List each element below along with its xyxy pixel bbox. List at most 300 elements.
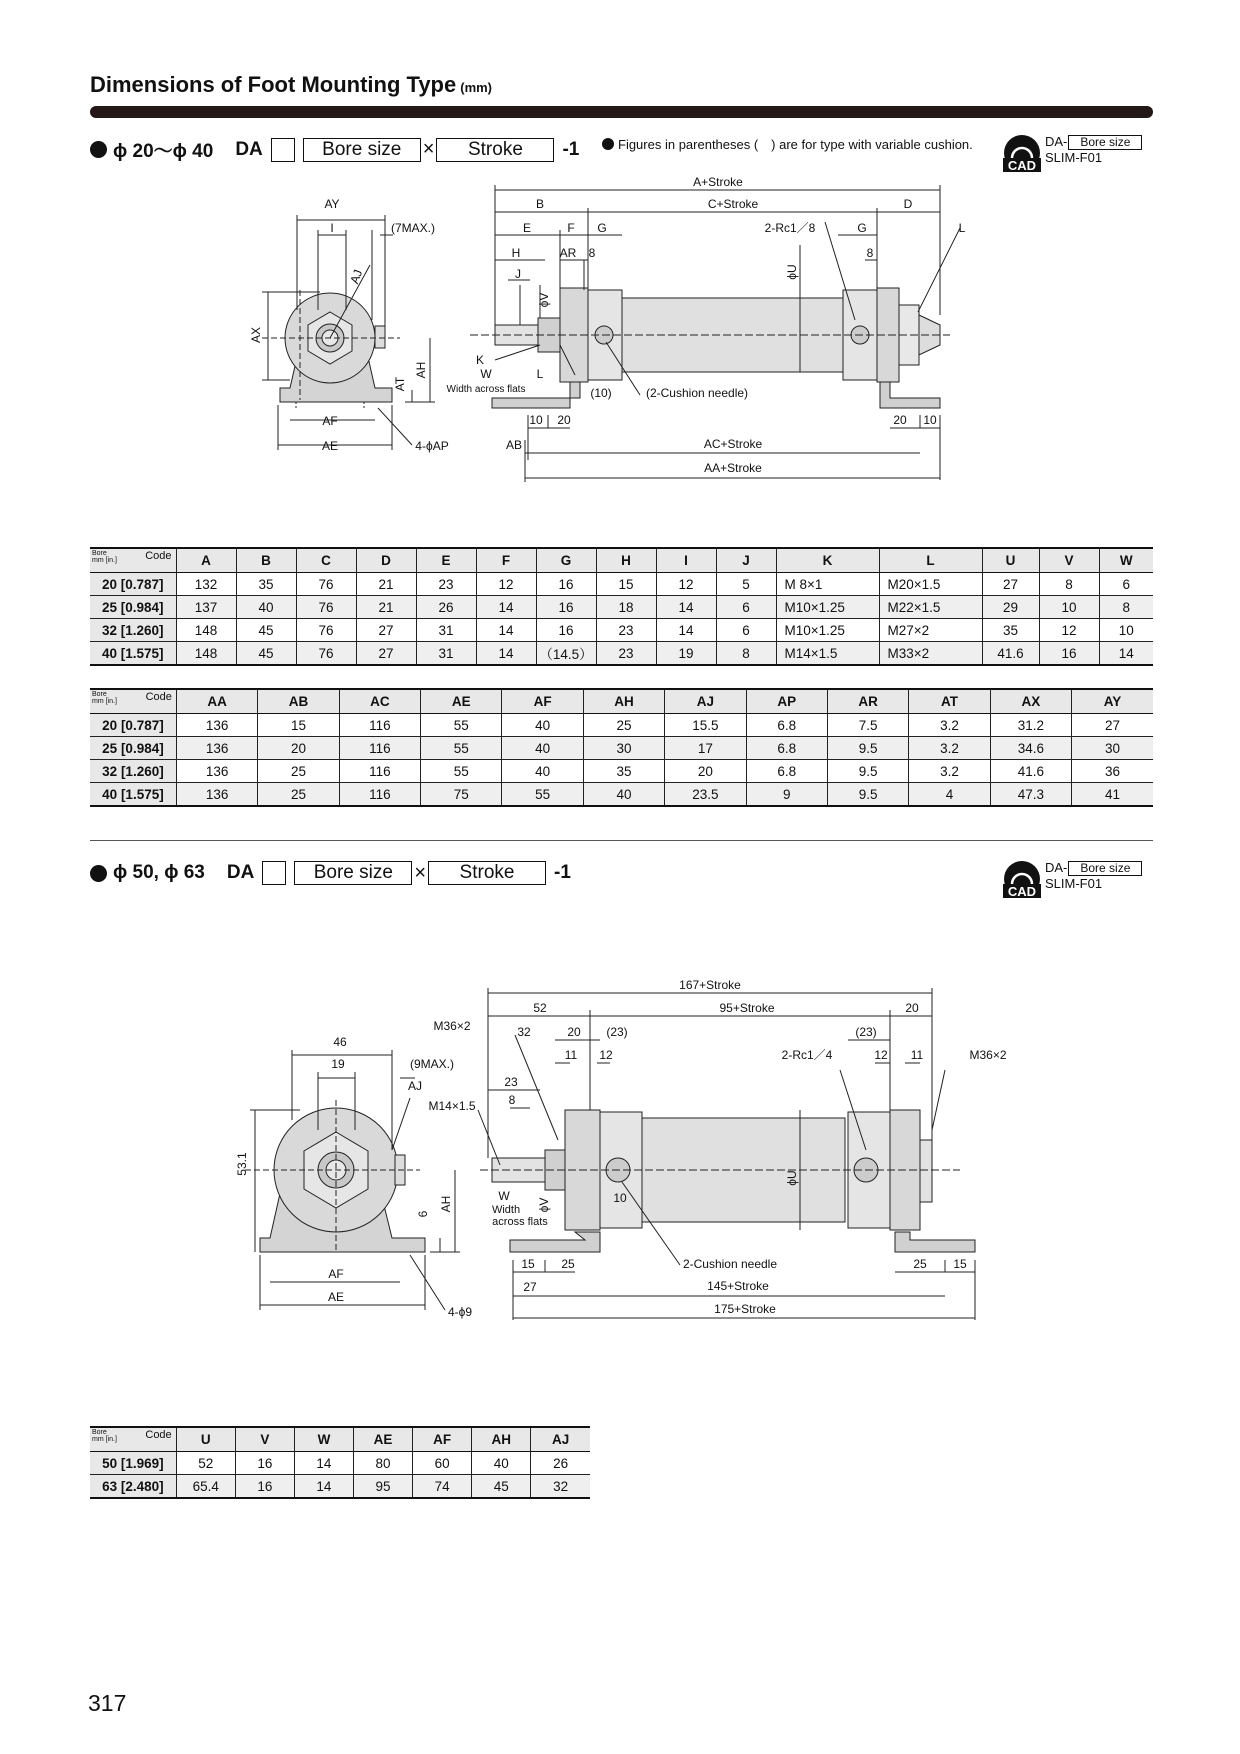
t1-h-D: D [356, 548, 416, 573]
series1-suffix: -1 [562, 138, 580, 160]
t1-h-I: I [656, 548, 716, 573]
value-cell: 30 [1072, 737, 1153, 760]
dim-cushion-needle: (2-Cushion needle) [645, 386, 749, 400]
value-cell: 21 [356, 596, 416, 619]
t3-h-W: W [294, 1427, 353, 1452]
drawing2-foot-mount-50-63 [0, 960, 1240, 1350]
value-cell: 12 [656, 573, 716, 596]
t2-h-AR: AR [827, 689, 908, 714]
value-cell: M27×2 [879, 619, 982, 642]
table-row [90, 596, 1153, 619]
value-cell: 30 [583, 737, 664, 760]
dim-width: Width [491, 1204, 521, 1216]
corner-code: Code [145, 1429, 172, 1441]
value-cell: 14 [656, 596, 716, 619]
value-cell: 29 [982, 596, 1039, 619]
dim-AB: AB [505, 438, 523, 452]
value-cell: 116 [339, 714, 420, 737]
value-cell: 55 [421, 714, 502, 737]
bore-size-cell: 20 [0.787] [90, 714, 176, 737]
dim-AJ2: AJ [407, 1079, 423, 1093]
value-cell: 16 [536, 573, 596, 596]
value-cell: 32 [531, 1475, 590, 1499]
table3-dimensions [90, 1426, 590, 1499]
value-cell: 15 [596, 573, 656, 596]
table2-corner [90, 689, 176, 714]
dim-AC-stroke: AC+Stroke [703, 437, 763, 451]
table-row [90, 573, 1153, 596]
dim-L-top: L [958, 221, 966, 235]
dim-AH: AH [414, 361, 428, 379]
table-row [90, 714, 1153, 737]
dim-C-stroke: C+Stroke [707, 197, 759, 211]
title-unit: (mm) [460, 80, 493, 95]
value-cell: 15.5 [665, 714, 746, 737]
cad-code: SLIM-F01 [1045, 150, 1103, 165]
dim-D: D [903, 197, 913, 211]
value-cell: 40 [502, 760, 583, 783]
note-text: Figures in parentheses ( ) are for type with variable cushion. [618, 137, 973, 152]
t1-h-A: A [176, 548, 236, 573]
value-cell: 9.5 [827, 760, 908, 783]
value-cell: 6.8 [746, 714, 827, 737]
dim-10-paren: (10) [590, 386, 612, 400]
value-cell: M10×1.25 [776, 619, 879, 642]
t1-h-K: K [776, 548, 879, 573]
value-cell: 45 [472, 1475, 531, 1499]
value-cell: 31 [416, 642, 476, 666]
dim-8-left: 8 [588, 246, 596, 260]
value-cell: 35 [982, 619, 1039, 642]
dim-4-phi9: 4-ϕ9 [447, 1305, 473, 1319]
value-cell: 16 [536, 596, 596, 619]
value-cell: M20×1.5 [879, 573, 982, 596]
value-cell: 23 [416, 573, 476, 596]
t1-h-V: V [1039, 548, 1099, 573]
value-cell: 95 [354, 1475, 413, 1499]
t3-h-U: U [176, 1427, 235, 1452]
value-cell: 5 [716, 573, 776, 596]
value-cell: 116 [339, 783, 420, 807]
value-cell: 55 [421, 760, 502, 783]
bore-size-cell: 32 [1.260] [90, 760, 176, 783]
value-cell: 75 [421, 783, 502, 807]
value-cell: 27 [356, 642, 416, 666]
table-row [90, 1452, 590, 1475]
dim-20-top: 20 [905, 1001, 919, 1015]
table2-dimensions [90, 688, 1153, 807]
dim-15-left: 15 [521, 1257, 535, 1271]
dim-8: 8 [508, 1093, 516, 1107]
bore-size-cell: 40 [1.575] [90, 642, 176, 666]
value-cell: 19 [656, 642, 716, 666]
t1-h-U: U [982, 548, 1039, 573]
bullet-icon [90, 865, 107, 882]
dim-phi-V: ϕV [537, 292, 551, 308]
t1-h-C: C [296, 548, 356, 573]
table3-corner [90, 1427, 176, 1452]
value-cell: M 8×1 [776, 573, 879, 596]
bore-size-cell: 32 [1.260] [90, 619, 176, 642]
value-cell: M14×1.5 [776, 642, 879, 666]
dim-25-right: 25 [913, 1257, 927, 1271]
dim-95-stroke: 95+Stroke [719, 1001, 775, 1015]
dim-AF: AF [322, 414, 338, 428]
value-cell: 31 [416, 619, 476, 642]
dim-M36-right: M36×2 [969, 1048, 1007, 1062]
series2-model: DA [226, 862, 255, 883]
t3-h-AJ: AJ [531, 1427, 590, 1452]
table-row [90, 642, 1153, 666]
dim-F: F [567, 221, 575, 235]
series1-range: ϕ 20〜ϕ 40 [113, 141, 214, 162]
value-cell: 74 [413, 1475, 472, 1499]
value-cell: 52 [176, 1452, 235, 1475]
value-cell: 41 [1072, 783, 1153, 807]
value-cell: 14 [656, 619, 716, 642]
dim-AE2: AE [327, 1290, 345, 1304]
value-cell: 14 [476, 642, 536, 666]
cad-icon-label: CAD [1007, 884, 1037, 898]
title-text: Dimensions of Foot Mounting Type [90, 72, 457, 97]
value-cell: 6 [716, 596, 776, 619]
table1-header-row [90, 548, 1153, 573]
value-cell: 18 [596, 596, 656, 619]
t2-h-AA: AA [176, 689, 257, 714]
value-cell: 25 [258, 783, 339, 807]
table-row [90, 760, 1153, 783]
value-cell: 6 [1099, 573, 1153, 596]
t1-h-E: E [416, 548, 476, 573]
value-cell: 45 [236, 619, 296, 642]
t1-h-W: W [1099, 548, 1153, 573]
value-cell: 116 [339, 737, 420, 760]
dim-32: 32 [517, 1025, 531, 1039]
dim-10-right: 10 [923, 413, 937, 427]
value-cell: 60 [413, 1452, 472, 1475]
table-row [90, 783, 1153, 807]
value-cell: M22×1.5 [879, 596, 982, 619]
cad-icon [1003, 860, 1041, 898]
dim-phi-U2: ϕU [785, 1170, 799, 1186]
dim-I: I [330, 221, 334, 235]
value-cell: 36 [1072, 760, 1153, 783]
series2-range: ϕ 50, ϕ 63 [113, 862, 205, 883]
value-cell: 9.5 [827, 737, 908, 760]
page-number: 317 [88, 1690, 127, 1716]
value-cell: 23.5 [665, 783, 746, 807]
bore-size-cell: 40 [1.575] [90, 783, 176, 807]
value-cell: 23 [596, 642, 656, 666]
value-cell: 80 [354, 1452, 413, 1475]
t3-h-V: V [235, 1427, 294, 1452]
dim-W: W [480, 367, 492, 381]
value-cell: 16 [235, 1475, 294, 1499]
value-cell: 116 [339, 760, 420, 783]
value-cell: 20 [258, 737, 339, 760]
t2-h-AX: AX [990, 689, 1071, 714]
value-cell: 7.5 [827, 714, 908, 737]
value-cell: 76 [296, 596, 356, 619]
dim-11-right: 11 [910, 1048, 924, 1062]
value-cell: 35 [236, 573, 296, 596]
value-cell: 148 [176, 619, 236, 642]
value-cell: 132 [176, 573, 236, 596]
dim-AF2: AF [328, 1267, 344, 1281]
dim-53-1: 53.1 [235, 1152, 249, 1176]
t2-h-AH: AH [583, 689, 664, 714]
dim-46: 46 [333, 1035, 347, 1049]
dim-11-left: 11 [564, 1048, 578, 1062]
value-cell: 12 [476, 573, 536, 596]
value-cell: 6.8 [746, 737, 827, 760]
value-cell: 65.4 [176, 1475, 235, 1499]
t1-h-H: H [596, 548, 656, 573]
value-cell: 17 [665, 737, 746, 760]
series2-times: × [414, 861, 427, 884]
series2-cad-text [1045, 860, 1142, 892]
value-cell: 14 [476, 619, 536, 642]
value-cell: 12 [1039, 619, 1099, 642]
value-cell: M33×2 [879, 642, 982, 666]
value-cell: 76 [296, 642, 356, 666]
value-cell: 16 [536, 619, 596, 642]
dim-12-right: 12 [874, 1048, 888, 1062]
t2-h-AY: AY [1072, 689, 1153, 714]
value-cell: 40 [236, 596, 296, 619]
value-cell: 55 [421, 737, 502, 760]
dim-4-AP: 4-ϕAP [415, 439, 449, 453]
value-cell: 27 [982, 573, 1039, 596]
t2-h-AF: AF [502, 689, 583, 714]
cad-prefix: DA- [1045, 134, 1068, 149]
dim-10: 10 [613, 1191, 627, 1205]
value-cell: 25 [583, 714, 664, 737]
t1-h-B: B [236, 548, 296, 573]
bore-size-cell: 63 [2.480] [90, 1475, 176, 1499]
value-cell: 136 [176, 760, 257, 783]
dim-E: E [522, 221, 532, 235]
t3-h-AH: AH [472, 1427, 531, 1452]
value-cell: 8 [1099, 596, 1153, 619]
dim-25-left: 25 [561, 1257, 575, 1271]
value-cell: 40 [583, 783, 664, 807]
dim-145-stroke: 145+Stroke [707, 1279, 769, 1293]
dim-AY: AY [324, 197, 340, 211]
t1-h-G: G [536, 548, 596, 573]
dim-H: H [511, 246, 521, 260]
value-cell: 136 [176, 714, 257, 737]
dim-167-stroke: 167+Stroke [679, 978, 741, 992]
value-cell: 31.2 [990, 714, 1071, 737]
dim-A-stroke: A+Stroke [693, 175, 743, 189]
dim-B: B [535, 197, 545, 211]
value-cell: 15 [258, 714, 339, 737]
value-cell: 137 [176, 596, 236, 619]
value-cell: 40 [502, 714, 583, 737]
dim-G-right: G [857, 221, 867, 235]
value-cell: 16 [1039, 642, 1099, 666]
dim-6: 6 [416, 1210, 430, 1218]
dim-52: 52 [533, 1001, 547, 1015]
dim-M14: M14×1.5 [428, 1099, 476, 1113]
series2-cad-link[interactable] [1003, 860, 1142, 898]
bore-size-cell: 25 [0.984] [90, 596, 176, 619]
t2-h-AE: AE [421, 689, 502, 714]
dim-12-left: 12 [599, 1048, 613, 1062]
value-cell: 3.2 [909, 714, 990, 737]
series1-bore-box: Bore size [303, 138, 421, 162]
dim-20-right: 20 [893, 413, 907, 427]
dim-23: 23 [504, 1075, 518, 1089]
series1-stroke-box: Stroke [436, 138, 554, 162]
value-cell: 23 [596, 619, 656, 642]
value-cell: 14 [294, 1475, 353, 1499]
dim-AJ: AJ [347, 267, 366, 286]
cad-bore-box: Bore size [1068, 135, 1142, 150]
dim-7max: (7MAX.) [390, 221, 436, 235]
value-cell: 26 [416, 596, 476, 619]
corner-code: Code [145, 550, 172, 562]
dim-175-stroke: 175+Stroke [714, 1302, 776, 1316]
dim-across-flats: across flats [492, 1216, 548, 1228]
value-cell: 8 [1039, 573, 1099, 596]
dim-19: 19 [331, 1057, 345, 1071]
value-cell: 27 [1072, 714, 1153, 737]
value-cell: 9 [746, 783, 827, 807]
t2-h-AP: AP [746, 689, 827, 714]
t2-h-AC: AC [339, 689, 420, 714]
table1-dimensions [90, 547, 1153, 666]
value-cell: （14.5） [536, 642, 596, 666]
dim-AH2: AH [439, 1195, 453, 1213]
series2-blank-box [262, 861, 286, 885]
dim-8-right: 8 [866, 246, 874, 260]
corner-code: Code [145, 691, 172, 703]
corner-bore: Bore mm [in.] [92, 691, 117, 705]
dim-G-left: G [597, 221, 607, 235]
value-cell: 55 [502, 783, 583, 807]
drawing1-foot-mount-20-40 [0, 0, 1240, 500]
value-cell: 76 [296, 619, 356, 642]
table-row [90, 737, 1153, 760]
corner-bore: Bore mm [in.] [92, 550, 117, 564]
series2-stroke-box: Stroke [428, 861, 546, 885]
t2-h-AT: AT [909, 689, 990, 714]
value-cell: M10×1.25 [776, 596, 879, 619]
value-cell: 47.3 [990, 783, 1071, 807]
dim-2-rc1-4: 2-Rc1／4 [781, 1048, 833, 1062]
series1-model: DA [235, 138, 263, 160]
value-cell: 45 [236, 642, 296, 666]
dim-15-right: 15 [953, 1257, 967, 1271]
dim-J: J [515, 267, 521, 281]
value-cell: 35 [583, 760, 664, 783]
dim-AT: AT [393, 376, 407, 392]
value-cell: 6.8 [746, 760, 827, 783]
dim-AE: AE [321, 439, 339, 453]
value-cell: 3.2 [909, 737, 990, 760]
dim-2-rc1-8: 2-Rc1／8 [764, 221, 816, 235]
dim-M36-left: M36×2 [433, 1019, 471, 1033]
cad-icon-label: CAD [1007, 158, 1037, 172]
bore-size-cell: 20 [0.787] [90, 573, 176, 596]
value-cell: 3.2 [909, 760, 990, 783]
value-cell: 14 [294, 1452, 353, 1475]
value-cell: 148 [176, 642, 236, 666]
value-cell: 16 [235, 1452, 294, 1475]
value-cell: 10 [1099, 619, 1153, 642]
value-cell: 14 [1099, 642, 1153, 666]
value-cell: 4 [909, 783, 990, 807]
value-cell: 8 [716, 642, 776, 666]
value-cell: 41.6 [982, 642, 1039, 666]
dim-phi-V2: ϕV [537, 1197, 551, 1213]
value-cell: 26 [531, 1452, 590, 1475]
dim-W2: W [498, 1189, 510, 1203]
t3-h-AE: AE [354, 1427, 413, 1452]
value-cell: 76 [296, 573, 356, 596]
corner-bore: Bore mm [in.] [92, 1429, 117, 1443]
table3-header-row [90, 1427, 590, 1452]
series2-heading [90, 861, 571, 885]
dim-20-left: 20 [557, 413, 571, 427]
bore-size-cell: 25 [0.984] [90, 737, 176, 760]
value-cell: 25 [258, 760, 339, 783]
t3-h-AF: AF [413, 1427, 472, 1452]
dim-K: K [475, 353, 485, 367]
t1-h-L: L [879, 548, 982, 573]
dim-10-left: 10 [529, 413, 543, 427]
dim-20-mid: 20 [567, 1025, 581, 1039]
value-cell: 41.6 [990, 760, 1071, 783]
table2-header-row [90, 689, 1153, 714]
t1-h-J: J [716, 548, 776, 573]
value-cell: 40 [502, 737, 583, 760]
dim-width-across-flats: Width across flats [446, 384, 526, 395]
value-cell: 136 [176, 737, 257, 760]
t2-h-AJ: AJ [665, 689, 746, 714]
cad-prefix: DA- [1045, 860, 1068, 875]
table-row [90, 619, 1153, 642]
bore-size-cell: 50 [1.969] [90, 1452, 176, 1475]
dim-9max: (9MAX.) [409, 1057, 455, 1071]
value-cell: 136 [176, 783, 257, 807]
dim-cushion-needle2: 2-Cushion needle [682, 1257, 778, 1271]
table-row [90, 1475, 590, 1499]
value-cell: 14 [476, 596, 536, 619]
t2-h-AB: AB [258, 689, 339, 714]
cad-code: SLIM-F01 [1045, 876, 1103, 891]
value-cell: 34.6 [990, 737, 1071, 760]
value-cell: 9.5 [827, 783, 908, 807]
dim-AX: AX [249, 326, 263, 344]
value-cell: 10 [1039, 596, 1099, 619]
dim-phi-U: ϕU [785, 264, 799, 280]
dim-AA-stroke: AA+Stroke [704, 461, 762, 475]
value-cell: 21 [356, 573, 416, 596]
dim-23-right: (23) [855, 1025, 877, 1039]
dim-L-bottom: L [536, 367, 544, 381]
value-cell: 6 [716, 619, 776, 642]
value-cell: 20 [665, 760, 746, 783]
value-cell: 27 [356, 619, 416, 642]
dim-AR: AR [559, 246, 577, 260]
series2-bore-box: Bore size [294, 861, 412, 885]
dim-27: 27 [523, 1280, 537, 1294]
value-cell: 40 [472, 1452, 531, 1475]
cad-bore-box: Bore size [1068, 861, 1142, 876]
